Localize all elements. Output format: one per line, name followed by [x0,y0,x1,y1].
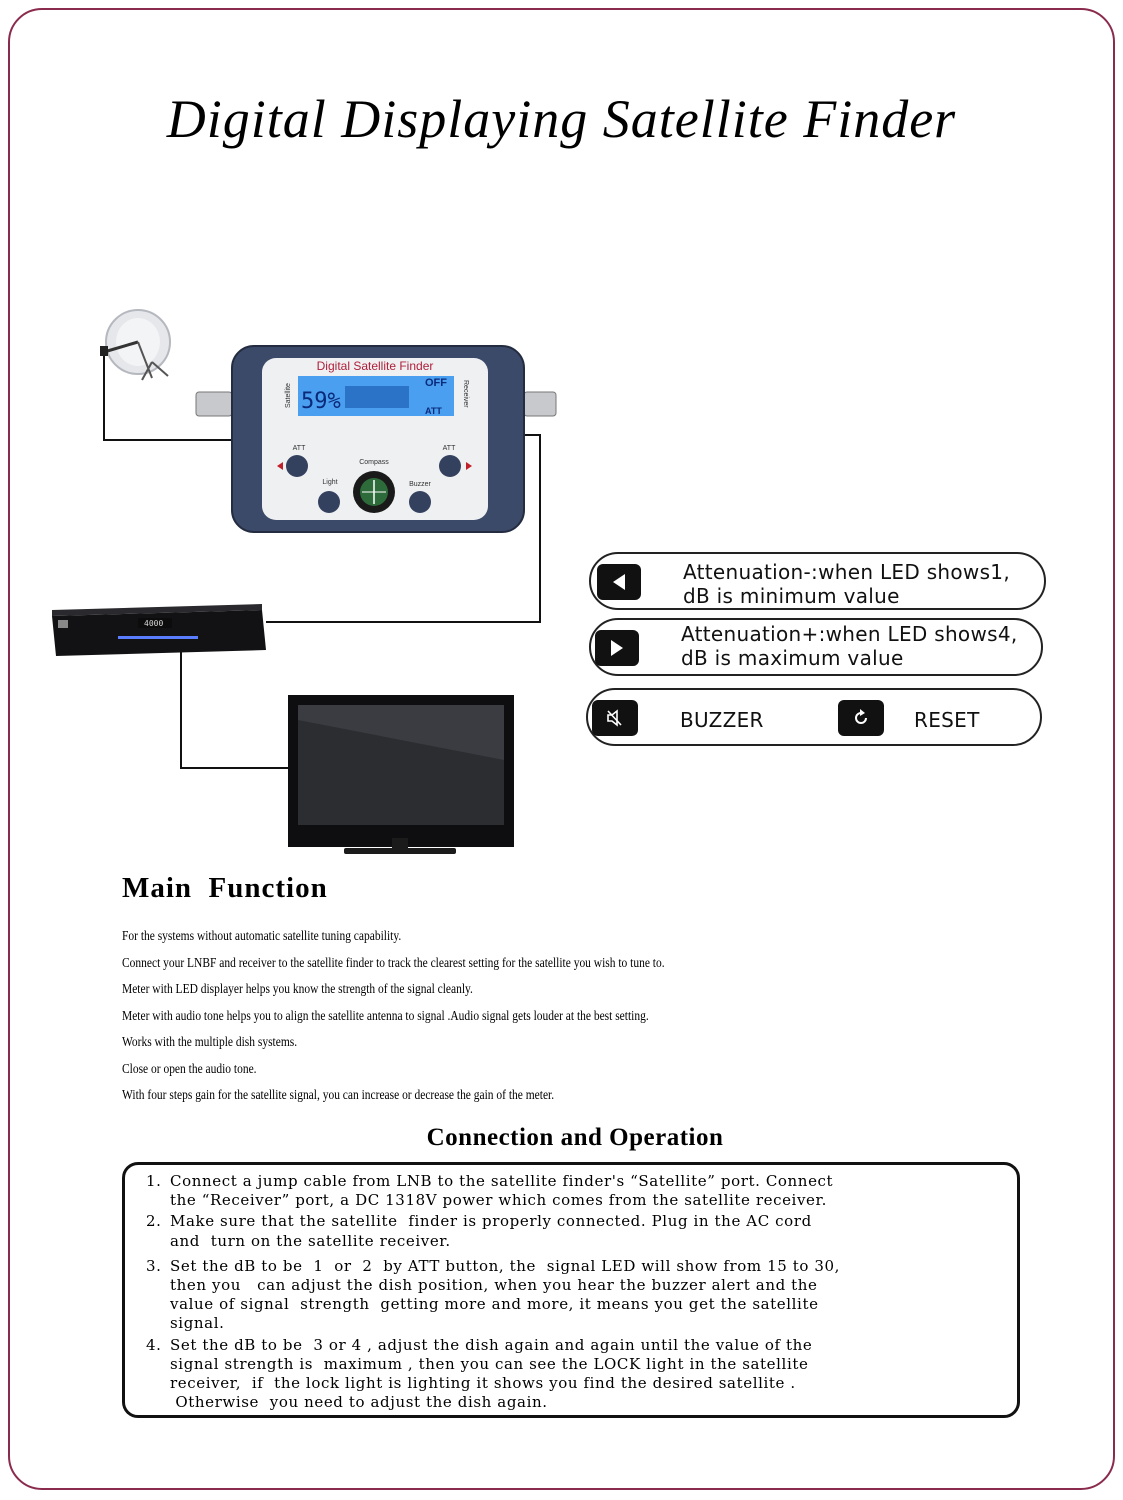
buzzer-legend-label: BUZZER [680,708,764,732]
step-line: Otherwise you need to adjust the dish again. [170,1393,548,1412]
lcd-off: OFF [425,377,447,389]
step-line: and turn on the satellite receiver. [170,1231,451,1250]
function-item: Works with the multiple dish systems. [122,1035,298,1050]
step-number: 1. [146,1172,162,1190]
port-label-receiver: Receiver [462,380,469,408]
att-minus-line1: Attenuation-:when LED shows1, [683,560,1010,584]
step-line: Set the dB to be 3 or 4 , adjust the dish again and again until the value of the [170,1335,813,1354]
connection-steps [146,1172,1006,1414]
step-item [146,1336,1006,1413]
connection-heading: Connection and Operation [426,1124,724,1151]
step-line: Make sure that the satellite finder is properly connected. Plug in the AC cord [170,1212,812,1231]
att-plus-line1: Attenuation+:when LED shows4, [681,622,1018,646]
function-item: Meter with LED displayer helps you know the strength of the signal cleanly. [122,982,473,997]
step-line: Set the dB to be 1 or 2 by ATT button, the signal LED will show from 15 to 30, [170,1256,841,1275]
receiver-box [52,604,266,656]
step-line: the “Receiver” port, a DC 1318V power which comes from the satellite receiver. [170,1191,827,1210]
satellite-finder-device [196,346,556,532]
buzzer-label: Buzzer [409,481,431,488]
step-line: value of signal strength getting more and more, it means you get the satellite [170,1295,819,1314]
step-item [146,1212,1006,1250]
buzzer-reset-legend [586,688,1042,746]
reset-legend-label: RESET [914,708,980,732]
step-line: then you can adjust the dish position, when you hear the buzzer alert and the [170,1276,818,1295]
satellite-dish-icon [100,310,170,380]
device-label: Digital Satellite Finder [316,359,434,373]
step-item [146,1172,1006,1210]
att-left-label: ATT [292,445,306,452]
page-title: Digital Displaying Satellite Finder [166,89,957,149]
arrow-left-icon [597,564,641,600]
port-label-satellite: Satellite [285,383,292,408]
television [288,695,514,854]
att-minus-line2: dB is minimum value [683,584,900,608]
lcd-att: ATT [425,406,442,416]
function-item: For the systems without automatic satellite tuning capability. [122,929,402,944]
light-label: Light [322,479,338,486]
step-line: receiver, if the lock light is lighting it shows you find the desired satellite . [170,1374,796,1393]
att-plus-legend [589,618,1043,676]
step-line: signal strength is maximum , then you can see the LOCK light in the satellite [170,1354,809,1373]
att-plus-line2: dB is maximum value [681,646,904,670]
step-item [146,1257,1006,1334]
step-number: 4. [146,1335,162,1354]
compass-label: Compass [359,459,389,466]
receiver-display: 4000 [144,619,164,628]
step-line: Connect a jump cable from LNB to the satellite finder's “Satellite” port. Connect [170,1172,834,1190]
function-item: Connect your LNBF and receiver to the satellite finder to track the clearest setting for the satellite you wish to tune to. [122,955,665,971]
main-function-heading: Main Function [122,872,328,904]
main-function-list [122,926,745,1112]
arrow-right-icon [595,630,639,666]
att-minus-legend [589,552,1046,610]
function-item: With four steps gain for the satellite signal, you can increase or decrease the gain of the meter. [122,1088,555,1103]
att-right-label: ATT [442,445,456,452]
function-item: Meter with audio tone helps you to align the satellite antenna to signal .Audio signal gets louder at the best setting. [122,1008,649,1024]
lcd-reading: 59% [301,389,341,414]
mute-speaker-icon [592,700,638,736]
step-number: 3. [146,1256,162,1275]
step-line: signal. [170,1314,225,1333]
reset-icon [838,700,884,736]
tv-cable [181,650,290,768]
step-number: 2. [146,1212,162,1231]
function-item: Close or open the audio tone. [122,1061,257,1077]
